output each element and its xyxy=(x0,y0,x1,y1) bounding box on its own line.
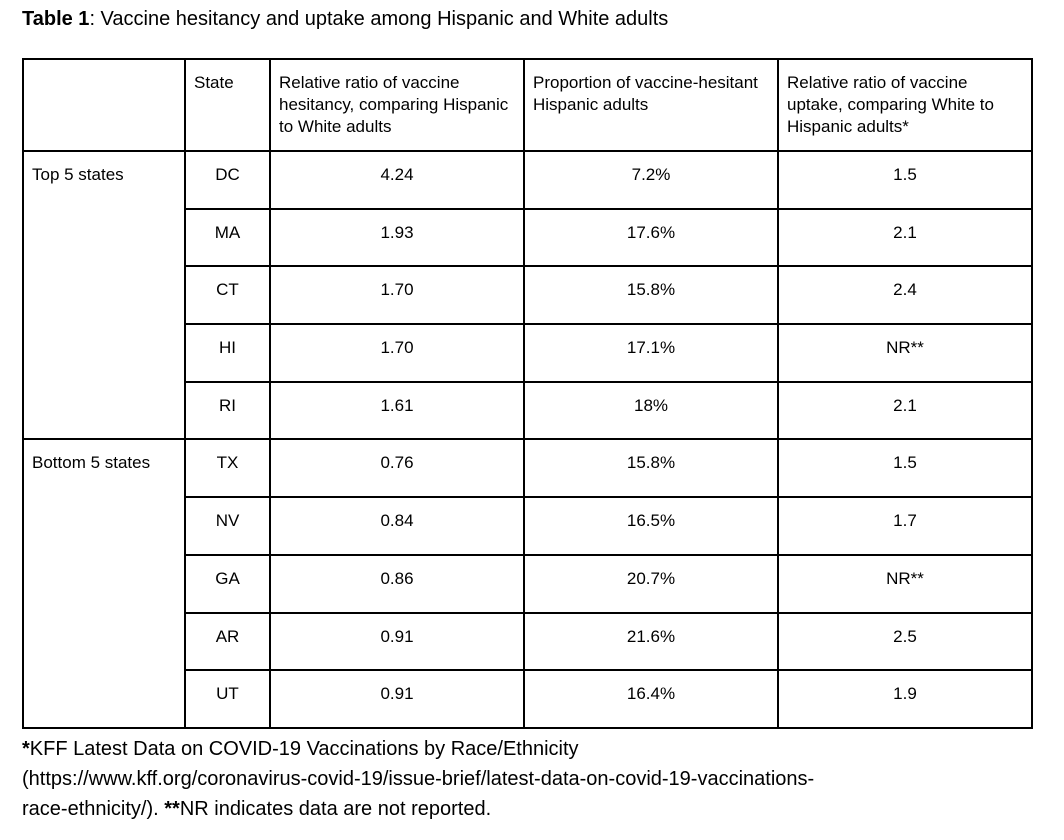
proportion-cell: 18% xyxy=(524,382,778,440)
proportion-cell: 17.1% xyxy=(524,324,778,382)
header-proportion-hesitant: Proportion of vaccine-hesitant Hispanic adults xyxy=(524,59,778,151)
hesitancy-ratio-cell: 1.70 xyxy=(270,324,524,382)
header-group-blank xyxy=(23,59,185,151)
proportion-cell: 16.5% xyxy=(524,497,778,555)
header-state: State xyxy=(185,59,270,151)
footnote-line-nr xyxy=(22,794,1042,824)
header-hesitancy-ratio: Relative ratio of vaccine hesitancy, comparing Hispanic to White adults xyxy=(270,59,524,151)
uptake-ratio-cell: 2.1 xyxy=(778,382,1032,440)
table-title-text: : Vaccine hesitancy and uptake among Hispanic and White adults xyxy=(89,8,669,30)
state-cell: GA xyxy=(185,555,270,613)
uptake-ratio-cell: NR** xyxy=(778,324,1032,382)
state-cell: HI xyxy=(185,324,270,382)
uptake-ratio-cell: 2.4 xyxy=(778,266,1032,324)
group-cell-top-5-states: Top 5 states xyxy=(23,151,185,439)
hesitancy-ratio-cell: 0.84 xyxy=(270,497,524,555)
hesitancy-ratio-cell: 1.93 xyxy=(270,209,524,267)
state-cell: CT xyxy=(185,266,270,324)
table-title-label: Table 1 xyxy=(22,8,90,30)
hesitancy-ratio-cell: 0.76 xyxy=(270,439,524,497)
uptake-ratio-cell: 1.9 xyxy=(778,670,1032,728)
proportion-cell: 15.8% xyxy=(524,439,778,497)
state-cell: MA xyxy=(185,209,270,267)
vaccine-table xyxy=(22,58,1033,729)
hesitancy-ratio-cell: 0.91 xyxy=(270,670,524,728)
uptake-ratio-cell: 1.7 xyxy=(778,497,1032,555)
proportion-cell: 16.4% xyxy=(524,670,778,728)
proportion-cell: 15.8% xyxy=(524,266,778,324)
table-title xyxy=(22,6,1042,33)
proportion-cell: 17.6% xyxy=(524,209,778,267)
footnote-source-text: KFF Latest Data on COVID-19 Vaccinations by Race/Ethnicity xyxy=(29,737,579,760)
state-cell: NV xyxy=(185,497,270,555)
uptake-ratio-cell: 1.5 xyxy=(778,439,1032,497)
hesitancy-ratio-cell: 4.24 xyxy=(270,151,524,209)
hesitancy-ratio-cell: 1.61 xyxy=(270,382,524,440)
table-row xyxy=(23,439,1032,497)
uptake-ratio-cell: NR** xyxy=(778,555,1032,613)
proportion-cell: 20.7% xyxy=(524,555,778,613)
table-row xyxy=(23,151,1032,209)
state-cell: UT xyxy=(185,670,270,728)
group-cell-bottom-5-states: Bottom 5 states xyxy=(23,439,185,727)
hesitancy-ratio-cell: 1.70 xyxy=(270,266,524,324)
uptake-ratio-cell: 1.5 xyxy=(778,151,1032,209)
footnote-double-asterisk: ** xyxy=(164,797,180,820)
footnote-url-text: (https://www.kff.org/coronavirus-covid-19/issue-brief/latest-data-on-covid-19-vaccinations- xyxy=(22,767,815,790)
footnote-url-tail: race-ethnicity/). xyxy=(22,797,165,820)
footnote-asterisk: * xyxy=(22,737,30,760)
footnote-nr-text: NR indicates data are not reported. xyxy=(179,797,492,820)
proportion-cell: 7.2% xyxy=(524,151,778,209)
state-cell: DC xyxy=(185,151,270,209)
hesitancy-ratio-cell: 0.86 xyxy=(270,555,524,613)
header-row xyxy=(23,59,1032,151)
footnote xyxy=(22,734,1042,824)
footnote-line-url xyxy=(22,764,1042,794)
state-cell: TX xyxy=(185,439,270,497)
hesitancy-ratio-cell: 0.91 xyxy=(270,613,524,671)
proportion-cell: 21.6% xyxy=(524,613,778,671)
footnote-line-source xyxy=(22,734,1042,764)
uptake-ratio-cell: 2.5 xyxy=(778,613,1032,671)
state-cell: RI xyxy=(185,382,270,440)
state-cell: AR xyxy=(185,613,270,671)
header-uptake-ratio: Relative ratio of vaccine uptake, comparing White to Hispanic adults* xyxy=(778,59,1032,151)
uptake-ratio-cell: 2.1 xyxy=(778,209,1032,267)
